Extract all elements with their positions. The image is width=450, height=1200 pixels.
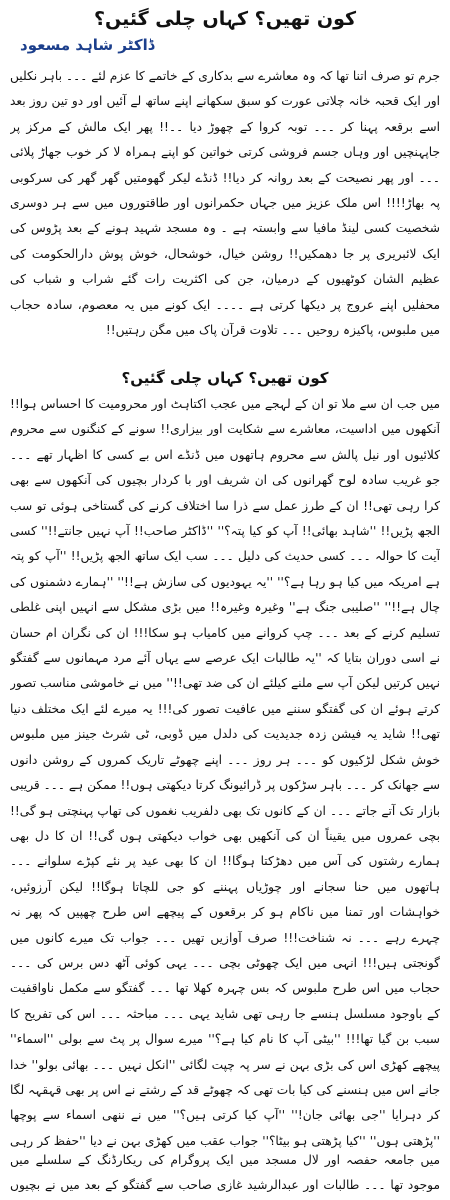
article-title: کون تھیں؟ کہاں چلی گئیں؟ <box>93 8 357 30</box>
article-paragraph-3: میں جامعہ حفصہ اور لال مسجد میں ایک پروگرام کی ریکارڈنگ کے سلسلے میں موجود تھا ۔۔۔ طالبات اور عبدالرشید غازی صاحب سے گفتگو کے بعد میں نے بچیوں <box>10 1153 440 1193</box>
article-paragraph-2: میں جب ان سے ملا تو ان کے لہجے میں عجب اکتاہٹ اور محرومیت کا احساس ہوا!! آنکھوں میں اداسیت، معاشرے سے شکایت اور بیزاری!! سونے کے کنگنوں سے محروم کلائیوں اور نیل پالش سے محروم ہاتھوں میں ڈنڈے اس بے کسی کا اظہار تھے ۔۔۔ جو غریب سادہ لوح گھرانوں کی ان شریف اور با کردار بچیوں کی آنکھوں سے بھی کرا رہی تھی!! ان کے طرز عمل سے ذرا سا اختلاف کرنے کی گستاخی ہوئی تو سب الجھ پڑیں!! ''شاہد بھائی!! آپ کو کیا پتہ؟'' ''ڈاکٹر صاحب!! آپ نہیں جانتے!!'' کسی آیت کا حوالہ ۔۔۔ کسی حدیث کی دلیل ۔۔۔ سب ایک ساتھ الجھ پڑیں!! ''آپ کو پتہ ہے امریکہ میں کیا ہو رہا ہے؟'' ''یہ یہودیوں کی سازش ہے!!'' ''ہمارے دشمنوں کی چال ہے!!'' ''صلیبی جنگ ہے'' وغیرہ وغیرہ!! میں بڑی مشکل سے انہیں اپنی غلطی تسلیم کرنے کے بعد ۔۔۔ چپ کروانے میں کامیاب ہو سکا!!! ان کی نگران ام حسان نے اسی دوران بتایا کہ ''یہ طالبات ایک عرصے سے یہاں آئے مرد مہمانوں سے گفتگو نہیں کرتیں لیکن آپ سے ملنے کیلئے ان کی ضد تھی!!'' میں نے خاموشی مناسب تصور کرتے ہوئے ان کی گفتگو سننے میں عافیت تصور کی!!! یہ میرے لئے ایک مختلف دنیا تھی!! شاید یہ فیشن زدہ جدیدیت کی دلدل میں ڈوبی، ٹی شرٹ جینز میں ملبوس خوش شکل لڑکیوں کو ۔۔۔ ہر روز ۔۔۔ اپنے چھوٹے تاریک کمروں کے روشن دانوں سے جھانک کر ۔۔۔ باہر سڑکوں پر ڈرائیونگ کرتا دیکھتی ہوں!! ممکن ہے ۔۔۔ قریبی بازار تک آتے جاتے ۔۔۔ ان کے کانوں تک بھی دلفریب نغموں کی تھاپ پہنچتی ہو گی!! بچی عمروں میں یقیناً ان کی آنکھیں بھی خواب دیکھتی ہوں گی!! ان کا دل بھی ہمارے رشتوں کی آس میں دھڑکتا ہوگا!! ان کا بھی عید پر نئے کپڑے سلوانے ۔۔۔ ہاتھوں میں حنا سجانے اور چوڑیاں پہننے کو جی للچاتا ہوگا!! لیکن آرزوئیں، خواہشات اور تمنا میں ناکام ہو کر برقعوں کے پیچھے اس طرح چھپیں کہ پھر نہ چہرے رہے ۔۔۔ نہ شناخت!!! صرف آوازیں تھیں ۔۔۔ جواب تک میرے کانوں میں گونجتی ہیں!!! انہی میں ایک چھوٹی بچی ۔۔۔ یہی کوئی آٹھ دس برس کی ۔۔۔ حجاب میں اس طرح ملبوس کہ بس چہرہ کھلا تھا ۔۔۔ گفتگو سے مکمل ناواقفیت کے باوجود مسلسل ہنسے جا رہی تھی شاید یہی ۔۔۔ مباحثہ ۔۔۔ اس کی تفریح کا سبب بن گیا تھا!!! ''بیٹی آپ کا نام کیا ہے؟'' میرے سوال پر پٹ سے بولی ''اسماء'' پیچھے کھڑی اس کی بڑی بہن نے سر پہ چپت لگائی ''انکل نہیں ۔۔۔ بھائی بولو'' خدا جانے اس میں ہنسنے کی کیا بات تھی کہ چھوٹے قد کے رشتے نے اس پر بھی قہقہہ لگا کر دہرایا ''جی بھائی جان!'' ''آپ کیا کرتی ہیں؟'' میں نے ننھی اسماء سے پوچھا ''پڑھتی ہوں'' ''کیا پڑھتی ہو بیٹا؟'' جواب عقب میں کھڑی بہن نے دیا ''حفظ کر رہی <box>10 397 440 1148</box>
article-paragraph-1: جرم تو صرف اتنا تھا کہ وہ معاشرے سے بدکاری کے خاتمے کا عزم لئے ۔۔۔ باہر نکلیں اور ایک قحبہ خانہ چلاتی عورت کو سبق سکھانے اپنے ساتھ لے آئیں اور دو تین روز بعد اسے برقعہ پہنا کر ۔۔۔ توبہ کروا کے چھوڑ دیا ۔۔!! پھر ایک مالش کے مرکز پر جاپہنچیں اور وہاں جسم فروشی کرتی خواتین کو اپنے ہمراہ لا کر خوب جھاڑ پلائی ۔۔۔ اور پھر نصیحت کے بعد روانہ کر دیا!! ڈنڈے لیکر گھومتیں گھر گھر کی سرکوبی پہ بھاڑ!!!! اس ملک عزیز میں جہاں حکمرانوں اور طاقتوروں میں سے ہر دوسری شخصیت کسی لینڈ مافیا سے وابستہ ہے ۔ وہ مسجد شہید ہونے کے بعد پڑوس کی ایک لائبریری پر جا دھمکیں!! روشن خیال، خوشحال، خوش پوش دارالحکومت کی عظیم الشان کوٹھیوں کے درمیان، جن کی اکثریت رات گئے شراب و شباب کی محفلیں اپنے عروج پر دیکھا کرتی ہے ۔۔۔۔ ایک کونے میں یہ معصوم، سادہ حجاب میں ملبوس، پاکیزہ روحیں ۔۔۔ تلاوت قرآن پاک میں مگن رہتیں!! <box>10 69 440 338</box>
article-subheading: کون تھیں؟ کہاں چلی گئیں؟ <box>121 369 329 387</box>
article-page <box>0 6 450 1193</box>
article-author: ڈاکٹر شاہد مسعود <box>20 36 155 54</box>
